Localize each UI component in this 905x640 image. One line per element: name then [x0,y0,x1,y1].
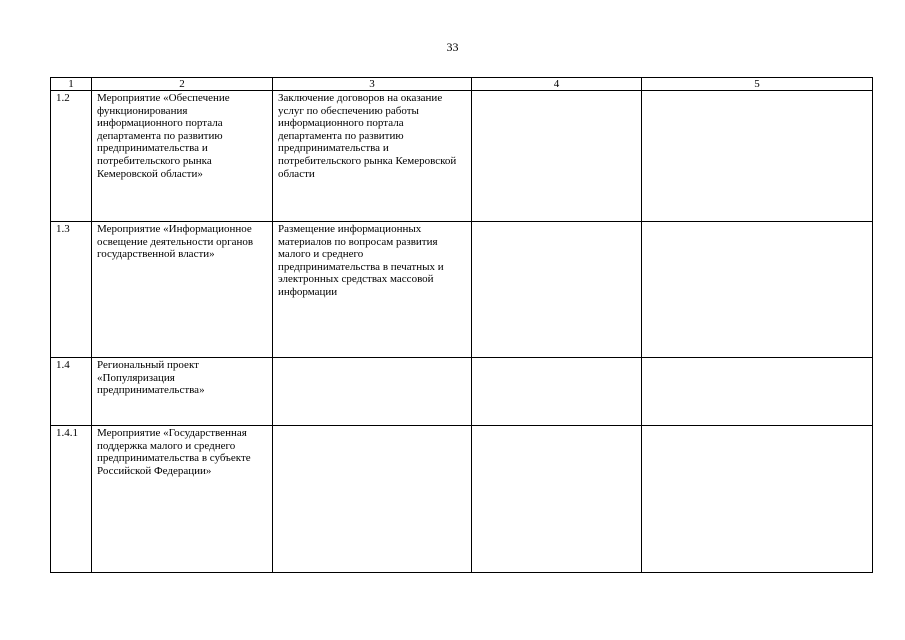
row-number-cell: 1.2 [51,91,92,222]
column-header-2: 2 [92,78,273,91]
page-number: 33 [446,40,459,54]
measure-description-cell: Заключение договоров на оказание услуг по обеспечению работы информационного портала департамента по развитию предпринимательства и потребительского рынка Кемеровской области [273,91,472,222]
measure-name-cell: Региональный проект «Популяризация предпринимательства» [92,358,273,426]
measure-name-cell: Мероприятие «Информационное освещение деятельности органов государственной власти» [92,222,273,358]
measure-name-cell: Мероприятие «Государственная поддержка малого и среднего предпринимательства в субъекте Российской Федерации» [92,426,273,573]
table-row [51,91,873,222]
row-number-cell: 1.4 [51,358,92,426]
column-header-4: 4 [472,78,642,91]
column-4-cell [472,426,642,573]
row-number-cell: 1.3 [51,222,92,358]
column-5-cell [642,426,873,573]
column-header-1: 1 [51,78,92,91]
table-header-row [51,78,873,91]
column-4-cell [472,91,642,222]
measure-description-cell: Размещение информационных материалов по вопросам развития малого и среднего предпринимательства в печатных и электронных средствах массовой информации [273,222,472,358]
column-5-cell [642,91,873,222]
row-number-cell: 1.4.1 [51,426,92,573]
table-row [51,358,873,426]
table-row [51,426,873,573]
column-5-cell [642,222,873,358]
column-4-cell [472,222,642,358]
measures-table [50,77,873,573]
measure-description-cell [273,358,472,426]
measure-name-cell: Мероприятие «Обеспечение функционирования информационного портала департамента по развитию предпринимательства и потребительского рынка Кемеровской области» [92,91,273,222]
column-header-5: 5 [642,78,873,91]
measure-description-cell [273,426,472,573]
column-5-cell [642,358,873,426]
column-header-3: 3 [273,78,472,91]
table-row [51,222,873,358]
column-4-cell [472,358,642,426]
